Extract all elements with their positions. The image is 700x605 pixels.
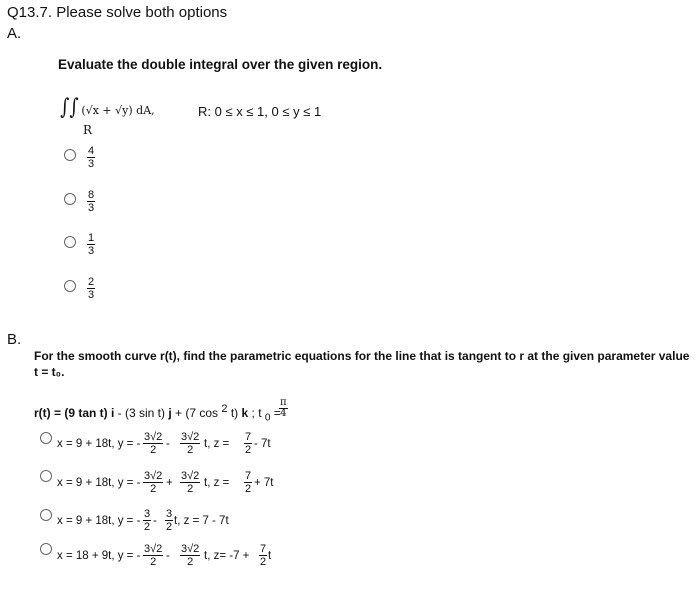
integral-symbol: ∫∫	[60, 95, 79, 120]
option-a1-radio[interactable]	[64, 149, 76, 161]
option-b2-x: x = 9 + 18t, y = -	[57, 477, 141, 489]
option-a4-radio[interactable]	[64, 280, 76, 292]
option-a2-radio[interactable]	[64, 193, 76, 205]
option-b2-frac2: $\frac{3√2}{2}$	[181, 470, 200, 495]
part-a-heading: Evaluate the double integral over the given region.	[58, 57, 383, 72]
option-b1-frac2: $\frac{3√2}{2}$	[181, 431, 200, 456]
integrand: (√x + √y) dA,	[81, 104, 155, 117]
region-subscript: R	[83, 123, 93, 137]
option-a4-fraction: $\frac{2}{3}$	[88, 276, 95, 301]
t0-fraction: $\frac{\pi}{4}$	[280, 397, 287, 419]
option-b4-frac3: $\frac{7}{2}$	[260, 543, 267, 568]
option-b1-radio[interactable]	[40, 432, 52, 444]
option-b2-frac3: $\frac{7}{2}$	[245, 470, 252, 495]
option-b3-radio[interactable]	[40, 509, 52, 521]
option-a1-fraction: $\frac{4}{3}$	[88, 145, 95, 170]
option-b4-x: x = 18 + 9t, y = -	[57, 550, 141, 562]
question-title: Q13.7. Please solve both options	[7, 4, 228, 21]
option-b3-frac2: $\frac{3}{2}$	[166, 508, 173, 533]
option-a3-radio[interactable]	[64, 236, 76, 248]
option-b2-radio[interactable]	[40, 470, 52, 482]
option-b1-frac3: $\frac{7}{2}$	[245, 431, 252, 456]
part-b-question: For the smooth curve r(t), find the parametric equations for the line that is tangent to r at the given parameter value t = t₀.	[34, 349, 690, 379]
option-b4-frac2: $\frac{3√2}{2}$	[181, 543, 200, 568]
double-integral	[58, 95, 155, 120]
option-b4-radio[interactable]	[40, 543, 52, 555]
part-a-label: A.	[7, 25, 22, 42]
option-a2-fraction: $\frac{8}{3}$	[88, 189, 95, 214]
option-b4-frac1: $\frac{3√2}{2}$	[144, 543, 163, 568]
option-b3-x: x = 9 + 18t, y = -	[57, 515, 141, 527]
option-b2-frac1: $\frac{3√2}{2}$	[144, 470, 163, 495]
option-b3-frac1: $\frac{3}{2}$	[144, 508, 151, 533]
region-definition: R: 0 ≤ x ≤ 1, 0 ≤ y ≤ 1	[198, 104, 322, 119]
option-b1-frac1: $\frac{3√2}{2}$	[144, 431, 163, 456]
part-b-label: B.	[7, 331, 22, 348]
option-b1-x: x = 9 + 18t, y = -	[57, 438, 141, 450]
curve-definition: r(t) = (9 tan t) i - (3 sin t) j + (7 cos $^2$ t) k ; t $_0$ =	[34, 403, 281, 424]
option-a3-fraction: $\frac{1}{3}$	[88, 232, 95, 257]
